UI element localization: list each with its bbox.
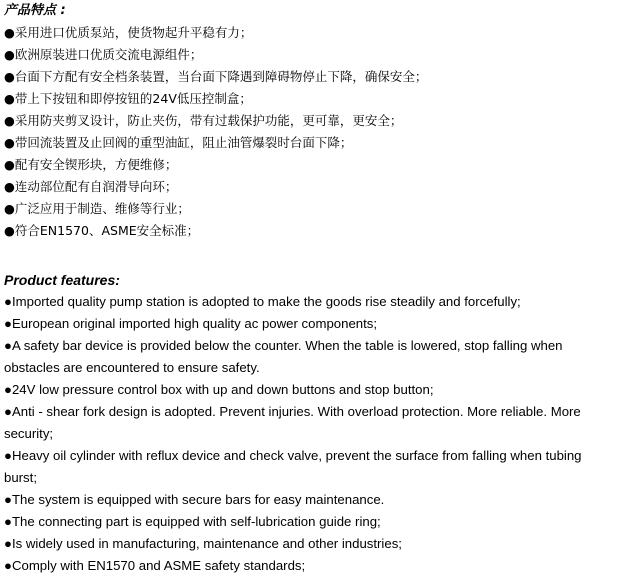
- product-features-document: [4, 0, 616, 577]
- english-feature-item: ●Comply with EN1570 and ASME safety standards;: [4, 558, 306, 573]
- chinese-features-list: [4, 22, 616, 242]
- english-feature-item: ●The system is equipped with secure bars for easy maintenance.: [4, 492, 385, 507]
- chinese-feature-item: ●欧洲原装进口优质交流电源组件；: [4, 47, 203, 62]
- chinese-features-heading: 产品特点 :: [4, 3, 66, 18]
- chinese-feature-item: ●连动部位配有自润滑导向环；: [4, 179, 178, 194]
- english-feature-item: ●24V low pressure control box with up and down buttons and stop button;: [4, 382, 434, 397]
- chinese-feature-item: ●广泛应用于制造、维修等行业；: [4, 201, 190, 216]
- english-feature-item: ●Anti - shear fork design is adopted. Prevent injuries. With overload protection. More reliable. More security;: [4, 404, 581, 441]
- chinese-feature-item: ●采用进口优质泵站，使货物起升平稳有力；: [4, 25, 253, 40]
- chinese-feature-item: ●台面下方配有安全档条装置，当台面下降遇到障碍物停止下降，确保安全；: [4, 69, 428, 84]
- chinese-feature-item: ●配有安全锲形块，方便维修；: [4, 157, 178, 172]
- chinese-feature-item: ●带回流装置及止回阀的重型油缸，阻止油管爆裂时台面下降；: [4, 135, 353, 150]
- english-features-heading: Product features:: [4, 272, 120, 288]
- chinese-feature-item: ●采用防夹剪叉设计，防止夹伤，带有过载保护功能，更可靠，更安全；: [4, 113, 403, 128]
- english-features-list: [4, 291, 616, 577]
- english-feature-item: ●European original imported high quality ac power components;: [4, 316, 378, 331]
- english-feature-item: ●Is widely used in manufacturing, maintenance and other industries;: [4, 536, 402, 551]
- english-feature-item: ●The connecting part is equipped with self-lubrication guide ring;: [4, 514, 381, 529]
- english-feature-item: ●Imported quality pump station is adopted to make the goods rise steadily and forcefully;: [4, 294, 521, 309]
- chinese-feature-item: ●带上下按钮和即停按钮的24V低压控制盒；: [4, 91, 252, 106]
- english-feature-item: ●A safety bar device is provided below the counter. When the table is lowered, stop falling when obstacles are encountered to ensure safety.: [4, 338, 563, 375]
- english-feature-item: ●Heavy oil cylinder with reflux device and check valve, prevent the surface from falling when tubing burst;: [4, 448, 582, 485]
- section-spacer: [4, 242, 616, 269]
- chinese-feature-item: ●符合EN1570、ASME安全标准；: [4, 223, 200, 238]
